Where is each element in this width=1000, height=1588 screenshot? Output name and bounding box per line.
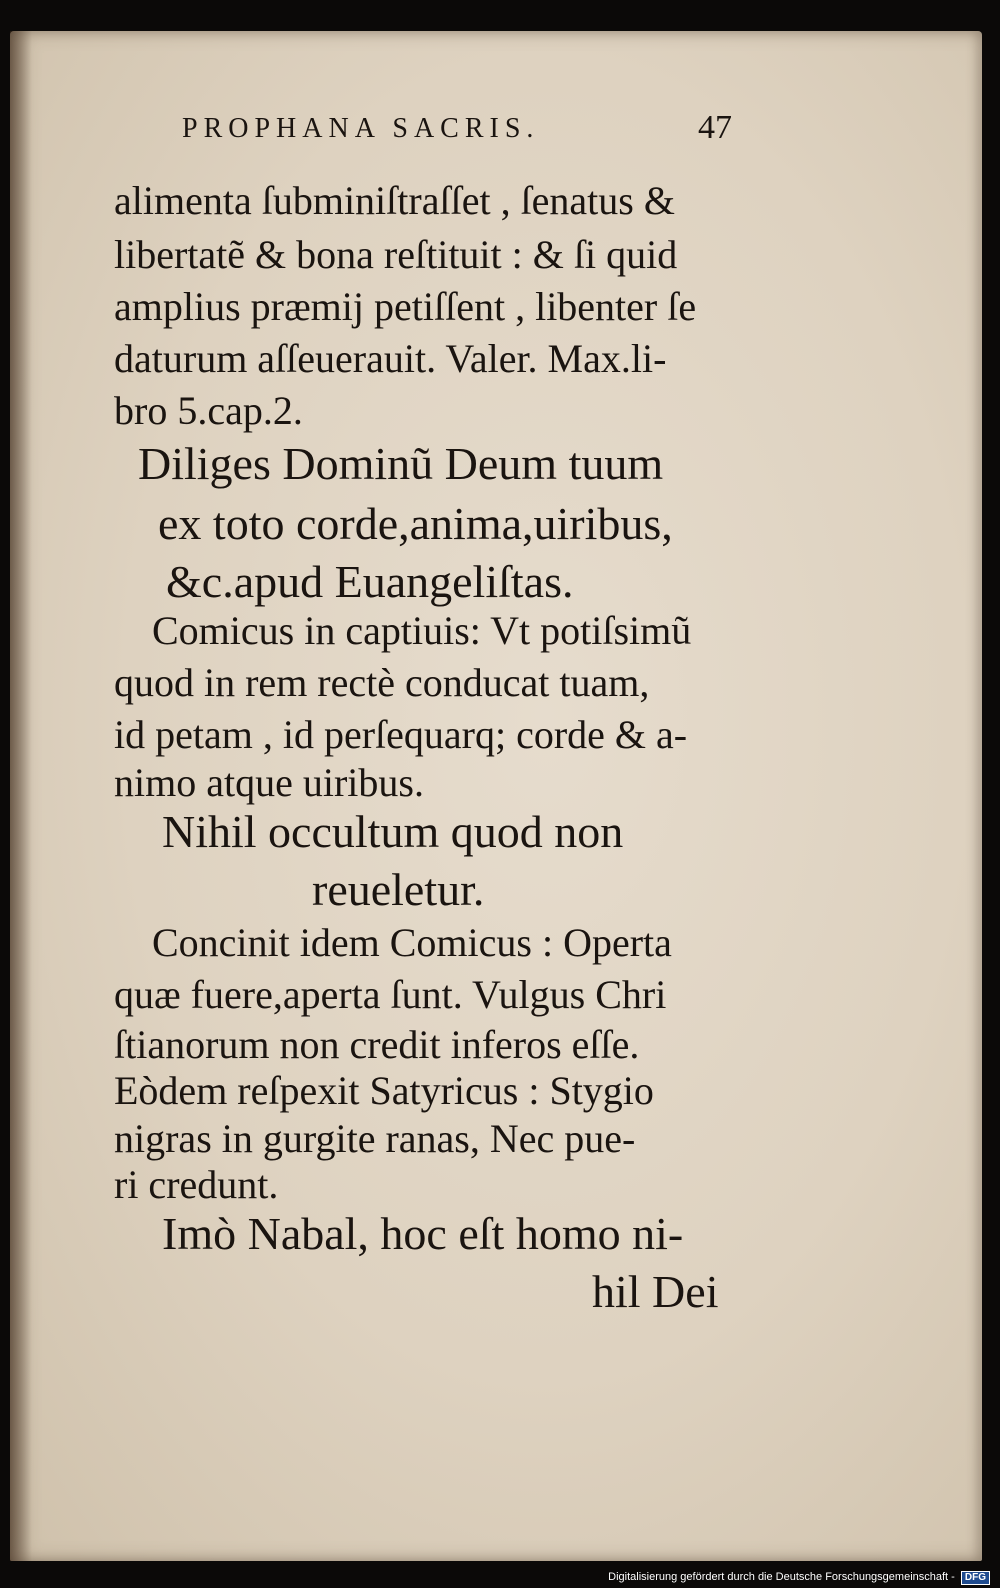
digitization-credit (608, 1571, 990, 1585)
text-line: ri credunt. (114, 1162, 279, 1207)
text-line: amplius præmij petiſſent , libenter ſe (114, 284, 697, 329)
book-page (10, 31, 982, 1561)
text-line: Eòdem reſpexit Satyricus : Stygio (114, 1068, 654, 1113)
running-head: PROPHANA SACRIS. (182, 113, 540, 144)
text-line: Concinit idem Comicus : Operta (152, 920, 672, 965)
heading-line: Nihil occultum quod non (162, 806, 624, 857)
text-line: ſtianorum non credit inferos eſſe. (114, 1022, 640, 1067)
text-line: Comicus in captiuis: Vt potiſsimũ (152, 608, 692, 653)
credit-text: Digitalisierung gefördert durch die Deutsche Forschungsgemeinschaft - (608, 1571, 955, 1583)
text-line: quod in rem rectè conducat tuam, (114, 660, 650, 705)
heading-line: ex toto corde,anima,uiribus, (158, 498, 673, 549)
page-text (10, 31, 982, 1561)
dfg-logo: DFG (961, 1571, 990, 1585)
heading-line: reueletur. (312, 864, 485, 915)
heading-line: Diliges Dominũ Deum tuum (138, 438, 664, 489)
heading-line: hil Dei (592, 1266, 719, 1317)
heading-line: &c.apud Euangeliſtas. (166, 556, 574, 607)
heading-line: Imò Nabal, hoc eſt homo ni- (162, 1208, 684, 1259)
text-line: id petam , id perſequarq; corde & a- (114, 712, 688, 757)
text-line: libertatẽ & bona reſtituit : & ſi quid (114, 232, 678, 277)
text-line: daturum aſſeuerauit. Valer. Max.li- (114, 336, 667, 381)
text-line: bro 5.cap.2. (114, 388, 303, 433)
text-line: quæ fuere,aperta ſunt. Vulgus Chri (114, 972, 667, 1017)
text-line: alimenta ſubminiſtraſſet , ſenatus & (114, 178, 675, 223)
text-line: nigras in gurgite ranas, Nec pue- (114, 1116, 636, 1161)
text-line: nimo atque uiribus. (114, 760, 424, 805)
page-number: 47 (698, 109, 732, 146)
